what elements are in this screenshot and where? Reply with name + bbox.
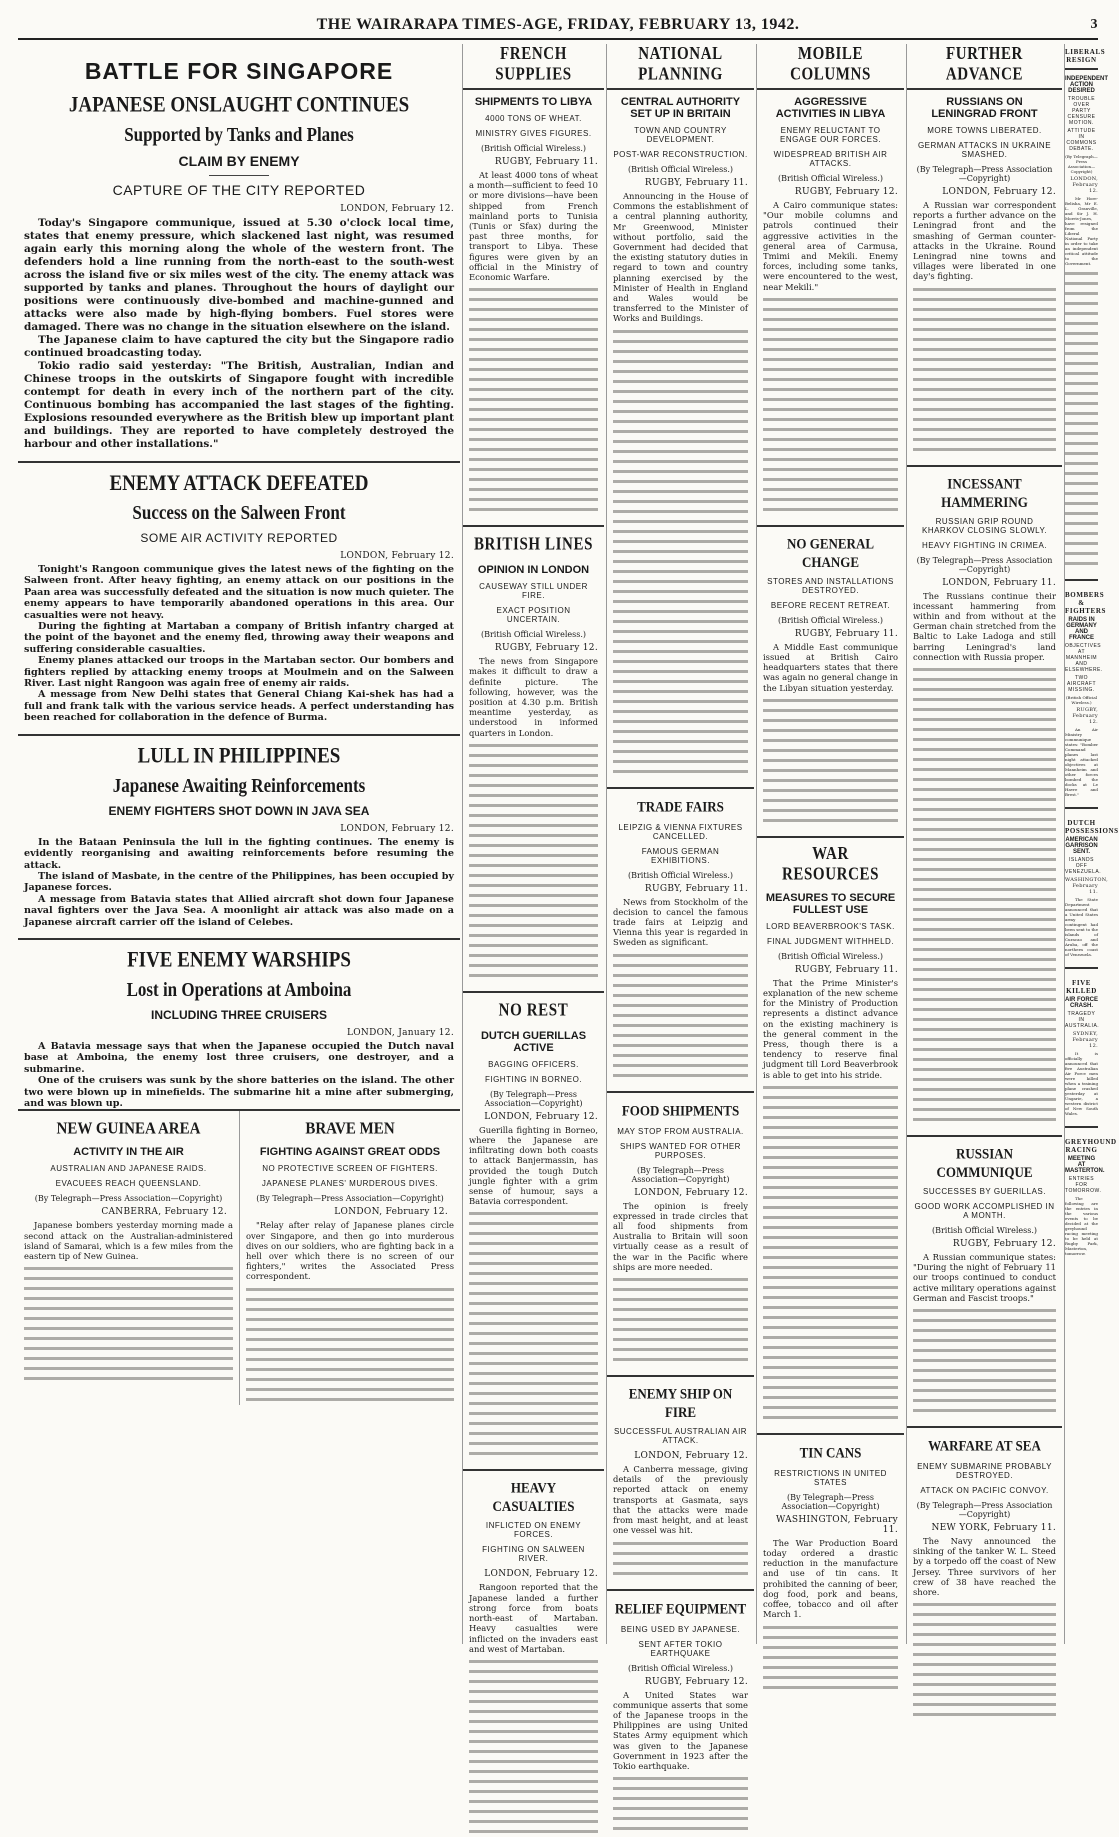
deck: INDEPENDENT ACTION DESIRED [1065,76,1109,94]
headline: RELIEF EQUIPMENT [614,1599,747,1617]
deck: FAMOUS GERMAN EXHIBITIONS. [641,846,720,865]
deck: CLAIM BY ENEMY [178,153,300,169]
deck: ATTITUDE IN COMMONS DEBATE. [1066,128,1097,152]
source-line: (British Official Wireless.) [1065,695,1098,705]
source-line: (By Telegraph—Press Association—Copyright) [631,1165,730,1184]
deck: SUCCESSES BY GUERILLAS. [923,1187,1046,1197]
source-line: (British Official Wireless.) [480,144,587,153]
article-text-continuation [246,1285,454,1405]
source-line: (British Official Wireless.) [627,1663,734,1673]
deck: DUTCH GUERILLAS ACTIVE [480,1029,587,1054]
article-text-continuation [763,696,898,826]
deck: ENEMY RELUCTANT TO ENGAGE OUR FORCES. [779,126,881,144]
subheadline: Lost in Operations at Amboina [126,978,352,1001]
deck: GERMAN ATTACKS IN UKRAINE SMASHED. [917,141,1052,159]
deck: ATTACK ON PACIFIC CONVOY. [920,1486,1049,1496]
column-heading: BOMBERS & FIGHTERS [1065,591,1106,615]
deck: TWO AIRCRAFT MISSING. [1067,675,1096,693]
source-line: (British Official Wireless.) [777,951,884,961]
dateline: RUGBY, February 11. [794,628,898,639]
dateline: RUGBY, February 12. [794,187,898,197]
column-1 [18,44,460,1644]
subheadline: Success on the Salween Front [132,501,346,524]
deck: BEFORE RECENT RETREAT. [770,600,891,610]
dateline: LONDON, February 12. [1070,176,1098,194]
paragraph: "Relay after relay of Japanese planes circle over Singapore, and then go into murderous dives on our soldiers, who are fighting back in a hell over which there is no screen of our fighters," writes the Associated Press correspondent. [246,1220,454,1282]
source-line: (By Telegraph—Press Association—Copyright) [916,1501,1053,1520]
column-heading-box [1065,44,1106,70]
article-divider [463,525,604,527]
deck: ENTRIES FOR TOMORROW. [1065,1176,1102,1194]
deck: CENTRAL AUTHORITY SET UP IN BRITAIN [620,96,741,120]
article-divider [607,1589,754,1591]
article-text-continuation [913,665,1056,1125]
paragraph: One of the cruisers was sunk by the shore batteries on the island. The other two were blown up in minefields. The submarine hit a mine after submerging, and was blown up. [24,1075,454,1109]
deck: HEAVY FIGHTING IN CRIMEA. [921,540,1048,550]
paragraph: An Air Ministry communique states: "Bomber Command planes last night attacked objectives at Mannheim and other forces bombed the docks at Le Havre and Brest." [1065,727,1098,797]
deck: POST-WAR RECONSTRUCTION. [613,150,748,159]
paragraph: News from Stockholm of the decision to cancel the famous trade fairs at Leipzig and Vienna this year is regarded in Sweden as significant. [613,896,748,948]
deck: SOME AIR ACTIVITY REPORTED [140,531,338,545]
deck: FIGHTING ON SALWEEN RIVER. [482,1545,585,1564]
paragraph: A Middle East communique issued at British Cairo headquarters states that there was again no general change in the Libyan situation yesterday. [763,641,898,693]
source-line: (By Telegraph—Press Association—Copyright) [256,1194,444,1204]
deck: EXACT POSITION UNCERTAIN. [496,606,571,625]
source-line: (British Official Wireless.) [627,165,734,174]
lead-paragraph: The Japanese claim to have captured the city but the Singapore radio continued broadcasting today. [24,334,454,359]
source-line: (By Telegraph—Press Association—Copyright) [1065,154,1098,174]
article-text-continuation [469,1209,598,1459]
headline: BRAVE MEN [305,1120,395,1139]
deck: ISLANDS OFF VENEZUELA. [1065,857,1102,875]
paragraph: A message from Batavia states that Allied aircraft shot down four Japanese naval fighters over the Java Sea. A moonlight air attack was also made on a Japanese aircraft carrier off the island of Celebes. [24,893,454,928]
dateline: LONDON, February 12. [484,1111,598,1122]
subcolumn-right [239,1111,460,1404]
article-divider [757,836,904,838]
column-heading: GREYHOUND RACING [1065,1138,1117,1154]
dateline: WASHINGTON, February 11. [775,1514,898,1535]
deck: NO PROTECTIVE SCREEN OF FIGHTERS. [262,1164,438,1174]
article-divider [1065,1126,1098,1128]
dateline: LONDON, February 12. [634,1187,748,1198]
paragraph: It is officially announced that five Australian Air Force men were killed when a training plane crashed yesterday at Ungarie, a western district of New South Wales. [1065,1051,1098,1116]
dateline: LONDON, February 11. [942,577,1056,588]
deck: EVACUEES REACH QUEENSLAND. [55,1179,202,1189]
masthead-title: THE WAIRARAPA TIMES-AGE, FRIDAY, FEBRUARY 13, 1942. [316,16,800,33]
column-heading-box [757,44,904,90]
paragraph: The Navy announced the sinking of the tanker W. L. Steed by a torpedo off the coast of New Jersey. Three survivors of her crew of 38 have reached the shore. [913,1536,1056,1598]
dateline: RUGBY, February 11. [644,178,748,188]
paragraph: Japanese bombers yesterday morning made a second attack on the Australian-administered island of Samarai, which is a few miles from the eastern tip of New Guinea. [24,1220,233,1261]
deck: FIGHTING IN BORNEO. [484,1074,583,1084]
headline: NO GENERAL CHANGE [786,534,875,571]
headline: FIVE ENEMY WARSHIPS [127,948,351,973]
dateline: SYDNEY, February 12. [1072,1031,1098,1049]
paragraph: A message from New Delhi states that General Chiang Kai-shek has had a full and frank talk with the various service heads. A perfect understanding has been reached for collaboration in the defence of Burma. [24,689,454,724]
article-text-continuation [469,1657,598,1837]
deck: ENEMY SUBMARINE PROBABLY DESTROYED. [917,1462,1052,1481]
column-heading: NO REST [498,1001,569,1021]
deck: MAY STOP FROM AUSTRALIA. [617,1126,744,1136]
paragraph: The War Production Board today ordered a drastic reduction in the manufacture and use of tin cans. It prohibited the canning of beer, dog food, pork and beans, coffee, tobacco and oil after March 1. [763,1537,898,1620]
deck: AIR FORCE CRASH. [1065,997,1098,1009]
paragraph: Tonight's Rangoon communique gives the latest news of the fighting on the Salween front. After heavy fighting, an enemy attack on our positions in the Paan area was successfully defeated and the situation is now much quieter. The enemy appears to have temporarily abandoned operations in this area. Our casualties were not heavy. [24,564,454,621]
paragraph: Enemy planes attacked our troops in the Martaban sector. Our bombers and fighters replied by attacking enemy troops at Moulmein and on the Salween River. Last night Rangoon was again free of enemy air raids. [24,655,454,690]
column-heading-box [607,44,754,90]
source-line: (British Official Wireless.) [931,1226,1038,1236]
dateline: LONDON, February 12. [484,1569,598,1580]
deck: JAPANESE PLANES' MURDEROUS DIVES. [261,1179,439,1189]
article-text-continuation [1065,269,1098,569]
headline: JAPANESE ONSLAUGHT CONTINUES [68,93,410,118]
source-line: (British Official Wireless.) [480,630,587,640]
deck: SENT AFTER TOKIO EARTHQUAKE [638,1639,723,1658]
deck: WIDESPREAD BRITISH AIR ATTACKS. [773,150,888,168]
source-line: (British Official Wireless.) [777,615,884,625]
subheadline: Japanese Awaiting Reinforcements [112,774,366,797]
deck: SUCCESSFUL AUSTRALIAN AIR ATTACK. [613,1427,748,1446]
lead-paragraph: Tokio radio said yesterday: "The British, Australian, Indian and Chinese troops in the outskirts of Singapore fought with incredible contempt for death in every inch of the northern part of the city. Continuous bombing has accompanied the last stages of the fighting. Explosions resounded everywhere as the British blew up important plant and buildings. They are reported to have completely destroyed the harbour and other installations." [24,360,454,450]
paragraph: The news from Singapore makes it difficult to draw a definite picture. The following, however, was the position at 4.30 p.m. British meantime yesterday, as understood in informed quarters in London. [469,656,598,738]
deck: INFLICTED ON ENEMY FORCES. [485,1521,582,1540]
column-heading: DUTCH POSSESSIONS [1065,819,1119,835]
article-divider [907,465,1062,467]
column-4 [756,44,904,1644]
source-line: (British Official Wireless.) [777,174,884,183]
two-column-section [18,1109,460,1404]
deck: RAIDS IN GERMANY AND FRANCE [1066,617,1097,641]
paragraph: The island of Masbate, in the centre of the Philippines, has been occupied by Japanese forces. [24,870,454,894]
paragraph: The State Department announced that a United States army contingent had been sent to the islands of Curacao and Aruba, off the northern coast of Venezuela. [1065,897,1098,957]
headline: RUSSIAN COMMUNIQUE [936,1144,1033,1181]
dateline: RUGBY, February 12. [494,643,598,654]
article-divider [607,1375,754,1377]
article-divider [757,525,904,527]
deck: FINAL JUDGMENT WITHHELD. [766,936,895,946]
column-heading-box [463,44,604,90]
dateline: RUGBY, February 11. [794,964,898,975]
deck: CAUSEWAY STILL UNDER FIRE. [479,582,588,601]
paragraph: The Russians continue their incessant hammering from within and from without at the German chain stretched from the Baltic to Lake Ladoga and still barring Leningrad's land connection with Russia proper. [913,590,1056,662]
source-line: (British Official Wireless.) [627,870,734,880]
article-divider [18,938,460,940]
paragraph: Mr Hore-Belisha, Mr E. L. Granville, and Sir J. H. Morris-Jones, have resigned from the Liberal National Party in order to take an independent critical attitude to the Government. [1065,196,1098,266]
dateline: CANBERRA, February 12. [101,1207,227,1218]
deck: OBJECTIVES AT MANNHEIM AND ELSEWHERE. [1065,643,1103,673]
article-text-continuation [613,951,748,1081]
deck: TRAGEDY IN AUSTRALIA. [1065,1011,1100,1029]
paragraph: A Batavia message says that when the Japanese occupied the Dutch naval base at Amboina, the enemy lost three cruisers, one destroyer, and a submarine. [24,1040,454,1075]
article-divider [1065,967,1098,969]
article-text-continuation [613,1539,748,1579]
deck: MORE TOWNS LIBERATED. [927,126,1042,135]
deck: RESTRICTIONS IN UNITED STATES [774,1468,887,1487]
column-2 [462,44,604,1654]
article-divider [1065,807,1098,809]
article-divider [907,1426,1062,1428]
headline: INCESSANT HAMMERING [941,474,1028,510]
headline: ENEMY ATTACK DEFEATED [109,471,369,496]
dateline: LONDON, February 12. [340,551,454,561]
article-text-continuation [613,1275,748,1365]
deck: ACTIVITY IN THE AIR [73,1146,184,1159]
column-heading-box [907,44,1062,90]
deck: 4000 TONS OF WHEAT. [485,114,582,123]
paragraph: A Russian communique states: "During the night of February 11 our troops continued to conduct active military operations against German and Fascist troops." [913,1252,1056,1303]
deck: BEING USED BY JAPANESE. [620,1624,741,1634]
deck: INCLUDING THREE CRUISERS [150,1007,327,1022]
deck: LORD BEAVERBROOK'S TASK. [766,921,895,931]
column-heading: MOBILE COLUMNS [790,44,871,85]
article-text-continuation [469,741,598,981]
column-3 [606,44,754,1771]
article-text-continuation [24,1264,233,1384]
source-line: (By Telegraph—Press Association—Copyright) [916,555,1053,574]
article-text-continuation [469,285,598,515]
page-number: 3 [1090,17,1098,32]
source-line: (By Telegraph—Press Association—Copyright) [781,1492,880,1511]
deck: SHIPS WANTED FOR OTHER PURPOSES. [620,1141,741,1160]
article-divider [607,787,754,789]
article-text-continuation [913,1306,1056,1416]
column-heading: NATIONAL PLANNING [638,44,723,85]
column-heading: LIBERALS RESIGN [1065,48,1106,64]
deck: FIGHTING AGAINST GREAT ODDS [259,1146,441,1159]
dateline: NEW YORK, February 11. [931,1523,1056,1534]
headline: FOOD SHIPMENTS [621,1101,740,1119]
paragraph: A Canberra message, giving details of the previously reported attack on enemy transports at Gasmata, says that the attacks were made from mast height, and at least one vessel was hit. [613,1464,748,1536]
paragraph: In the Bataan Peninsula the lull in the fighting continues. The enemy is evidently reorganising and awaiting reinforcements before resuming the attack. [24,836,454,871]
column-heading: FURTHER ADVANCE [945,44,1024,85]
headline: HEAVY CASUALTIES [492,1479,575,1515]
article-text-continuation [763,295,898,515]
dateline: LONDON, February 12. [340,823,454,834]
headline: TRADE FAIRS [637,797,724,815]
article-text-continuation [613,1774,748,1834]
article-divider [463,991,604,993]
headline: ENEMY SHIP ON FIRE [628,1384,733,1421]
source-line: (By Telegraph—Press Association—Copyright) [34,1194,223,1204]
paragraph: A United States war communique asserts that some of the Japanese troops in the Philippines are using United States Army equipment which was given to the Japanese Government in 1923 after the Tokio earthquake. [613,1689,748,1771]
paragraph: A Russian war correspondent reports a further advance on the Leningrad front and the smashing of German counter-attacks in the Ukraine. Round Leningrad nine towns and villages were liberated in one day's fighting. [913,200,1056,282]
article-divider [463,1469,604,1471]
article-text-continuation [913,285,1056,455]
dateline: RUGBY, February 12. [1072,707,1098,725]
column-heading: BRITISH LINES [473,535,594,555]
paragraph: At least 4000 tons of wheat a month—sufficient to feed 10 or more divisions—have been shipped from French mainland ports to Tunisia (Tunis or Sfax) during the past three months, for transport to Libya. These figures were given by an official in the Ministry of Economic Warfare. [469,170,598,283]
article-divider [18,461,460,463]
headline: NEW GUINEA AREA [56,1120,201,1139]
article-text-continuation [613,327,748,777]
paragraph: The opinion is freely expressed in trade circles that all food shipments from Australia to Britain will soon virtually cease as a result of the war in the Pacific where ships are more needed. [613,1200,748,1272]
dateline: RUGBY, February 11. [494,157,598,167]
lead-paragraph: Today's Singapore communique, issued at 5.30 o'clock local time, states that enemy pressure, which slackened last night, was resumed again early this morning along the whole of the western front. The defenders hold a line running from the north-east to the south-west across the island five or six miles west of the city. The enemy attack was supported by tanks and planes. Throughout the hours of daylight our positions were continuously dive-bombed and machine-gunned and attacks were also made by high-flying bombers. Fuel stores were damaged. There was no change in the situation elsewhere on the island. [24,217,454,333]
deck: SHIPMENTS TO LIBYA [474,96,593,108]
deck: RUSSIAN GRIP ROUND KHARKOV CLOSING SLOWLY. [921,516,1047,535]
deck: CAPTURE OF THE CITY REPORTED [112,182,366,198]
dateline: LONDON, January 12. [346,1027,454,1038]
article-text-continuation [763,1083,898,1423]
paragraph: Announcing in the House of Commons the establishment of a central planning authority, Mr Greenwood, Minister without portfolio, said the Government had decided that the existing statutory duties in regard to town and country planning exercised by the Minister of Health in England and Wales would be transferred to the Minister of Works and Buildings. [613,191,748,324]
headline: LULL IN PHILIPPINES [137,744,341,769]
deck: MEETING AT MASTERTON. [1065,1156,1105,1174]
article-text-continuation [763,1623,898,1693]
paragraph: A Cairo communique states: "Our mobile columns and patrols continued their aggressive activities in the general area of Carmusa, Tmimi and Mekili. Enemy forces, including some tanks, were encountered to the west, near Mekili." [763,200,898,292]
article-divider [18,734,460,736]
article-divider [607,1091,754,1093]
deck: MINISTRY GIVES FIGURES. [475,129,592,138]
deck: BAGGING OFFICERS. [488,1059,579,1069]
deck: TOWN AND COUNTRY DEVELOPMENT. [634,126,727,144]
deck: MEASURES TO SECURE FULLEST USE [765,891,896,916]
column-heading: FRENCH SUPPLIES [495,44,572,85]
headline: WARFARE AT SEA [928,1436,1041,1455]
deck: LEIPZIG & VIENNA FIXTURES CANCELLED. [618,822,743,841]
deck: ENEMY FIGHTERS SHOT DOWN IN JAVA SEA [108,803,370,818]
splash-headline: BATTLE FOR SINGAPORE [84,58,394,84]
deck: AGGRESSIVE ACTIVITIES IN LIBYA [775,96,886,120]
paragraph: The following are the entries in the various events to be decided at the greyhound racing meeting to be held at Rugby Park, Masterton, tomorrow. [1065,1196,1098,1256]
subheadline: Supported by Tanks and Planes [124,123,354,146]
article-divider [907,1135,1062,1137]
deck: RUSSIANS ON LENINGRAD FRONT [931,96,1038,120]
dateline: LONDON, February 12. [942,187,1056,197]
paragraph: Rangoon reported that the Japanese landed a further strong force from boats north-east of Martaban. Heavy casualties were inflicted on the invaders east and west of Martaban. [469,1582,598,1654]
masthead [18,12,1098,40]
deck: STORES AND INSTALLATIONS DESTROYED. [767,576,894,595]
dateline: WASHINGTON, February 11. [1065,877,1109,895]
source-line: (By Telegraph—Press Association—Copyright) [484,1089,583,1108]
column-heading: WAR RESOURCES [781,844,880,885]
deck: AUSTRALIAN AND JAPANESE RAIDS. [50,1164,207,1174]
article-divider [1065,579,1098,581]
deck: OPINION IN LONDON [477,564,590,577]
divider [209,175,269,176]
dateline: RUGBY, February 12. [644,1676,748,1687]
subcolumn-left [18,1111,239,1404]
dateline: LONDON, February 12. [334,1207,448,1218]
headline: TIN CANS [799,1443,862,1461]
deck: TROUBLE OVER PARTY CENSURE MOTION. [1067,96,1096,126]
paragraph: Guerilla fighting in Borneo, where the Japanese are infiltrating down both coasts to attack Banjermassin, has provided the tough Dutch jungle fighter with a grim sense of humour, says a Batavia correspondent. [469,1124,598,1207]
column-5 [906,44,1062,1644]
dateline: LONDON, February 12. [634,1451,748,1462]
dateline: RUGBY, February 12. [952,1239,1056,1250]
paragraph: That the Prime Minister's explanation of the new scheme for the Ministry of Production represents a distinct advance on the existing machinery is the general comment in the Press, though there is a tendency to reserve final judgment till Lord Beaverbrook is able to get into his stride. [763,977,898,1080]
dateline: LONDON, February 12. [340,204,454,214]
deck: AMERICAN GARRISON SENT. [1065,837,1098,855]
paragraph: During the fighting at Martaban a company of British infantry charged at the point of the bayonet and the enemy fled, throwing away their weapons and suffering considerable casualties. [24,621,454,655]
article-divider [757,1433,904,1435]
column-heading: FIVE KILLED [1066,979,1097,995]
article-text-continuation [913,1600,1056,1720]
dateline: RUGBY, February 11. [644,883,748,894]
deck: GOOD WORK ACCOMPLISHED IN A MONTH. [914,1202,1055,1221]
column-6 [1064,44,1119,1644]
source-line: (By Telegraph—Press Association—Copyright) [916,165,1053,183]
